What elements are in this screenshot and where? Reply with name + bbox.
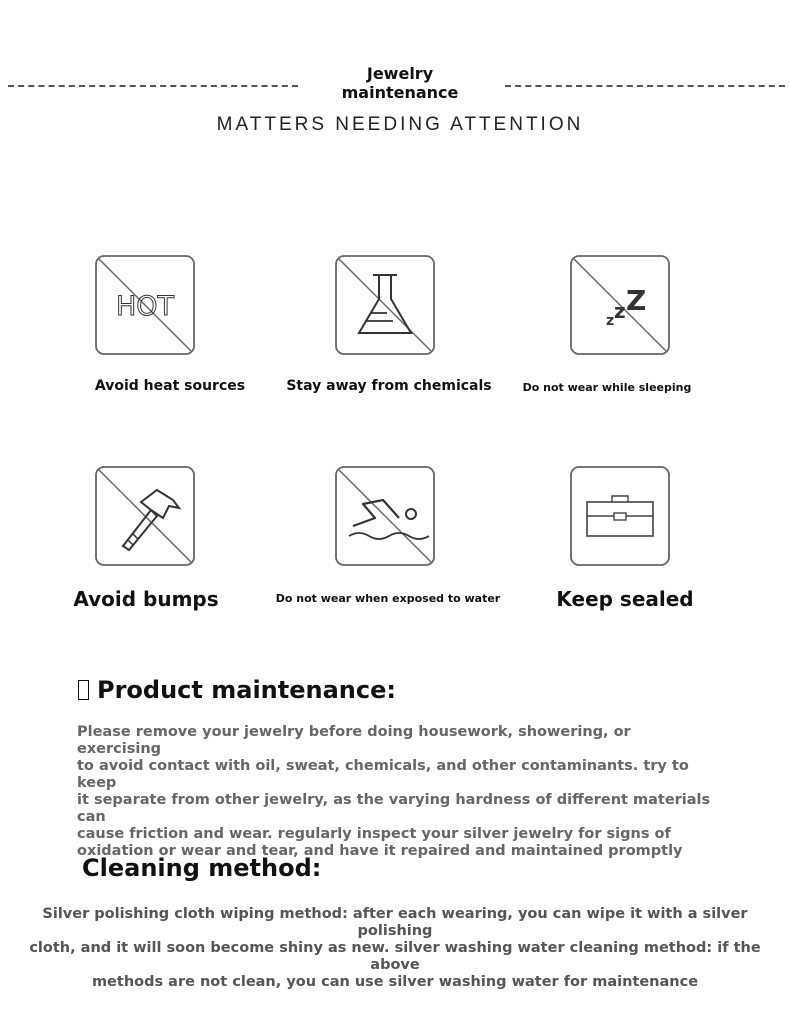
caption-avoid-bumps: Avoid bumps [73,587,219,611]
sleep-zzz-icon [570,255,670,355]
caption-no-water: Do not wear when exposed to water [275,592,501,605]
hot-icon [95,255,195,355]
chemical-flask-icon [335,255,435,355]
product-maintenance-line: oxidation or wear and tear, and have it repaired and maintained promptly [77,843,683,859]
product-maintenance-heading [78,676,396,704]
cleaning-method-line: cloth, and it will soon become shiny as new. silver washing water cleaning method: if the above [29,940,761,973]
caption-keep-sealed: Keep sealed [556,587,694,611]
cleaning-method-line: methods are not clean, you can use silver washing water for maintenance [91,974,699,990]
hot-icon-text: HOT [115,291,175,322]
product-maintenance-line: Please remove your jewelry before doing housework, showering, or exercising [77,724,631,757]
page-title-line1: Jewelry [366,64,434,83]
page-subtitle: MATTERS NEEDING ATTENTION [216,114,584,135]
page-title-line2: maintenance [341,83,459,102]
svg-text:z: z [614,299,626,323]
svg-text:z: z [606,313,615,329]
dashed-divider-right [505,85,785,87]
swimming-icon [335,466,435,566]
caption-away-chemicals: Stay away from chemicals [286,378,492,394]
cleaning-method-text [10,906,780,991]
box-glyph-icon [78,680,89,700]
cleaning-method-heading: Cleaning method: [82,854,322,882]
hammer-icon [95,466,195,566]
product-maintenance-line: to avoid contact with oil, sweat, chemicals, and other contaminants. try to keep [77,758,689,791]
cleaning-method-line: Silver polishing cloth wiping method: after each wearing, you can wipe it with a silver polishing [42,906,748,939]
svg-text:Z: Z [626,284,647,317]
product-maintenance-heading-text: Product maintenance: [97,676,396,704]
product-maintenance-text [77,724,717,860]
page-title [330,64,470,102]
product-maintenance-line: it separate from other jewelry, as the varying hardness of different materials can [77,792,711,825]
sealed-box-icon [570,466,670,566]
caption-avoid-heat: Avoid heat sources [94,378,246,394]
product-maintenance-line: cause friction and wear. regularly inspect your silver jewelry for signs of [77,826,671,842]
caption-no-sleeping: Do not wear while sleeping [522,381,692,394]
dashed-divider-left [8,85,298,87]
